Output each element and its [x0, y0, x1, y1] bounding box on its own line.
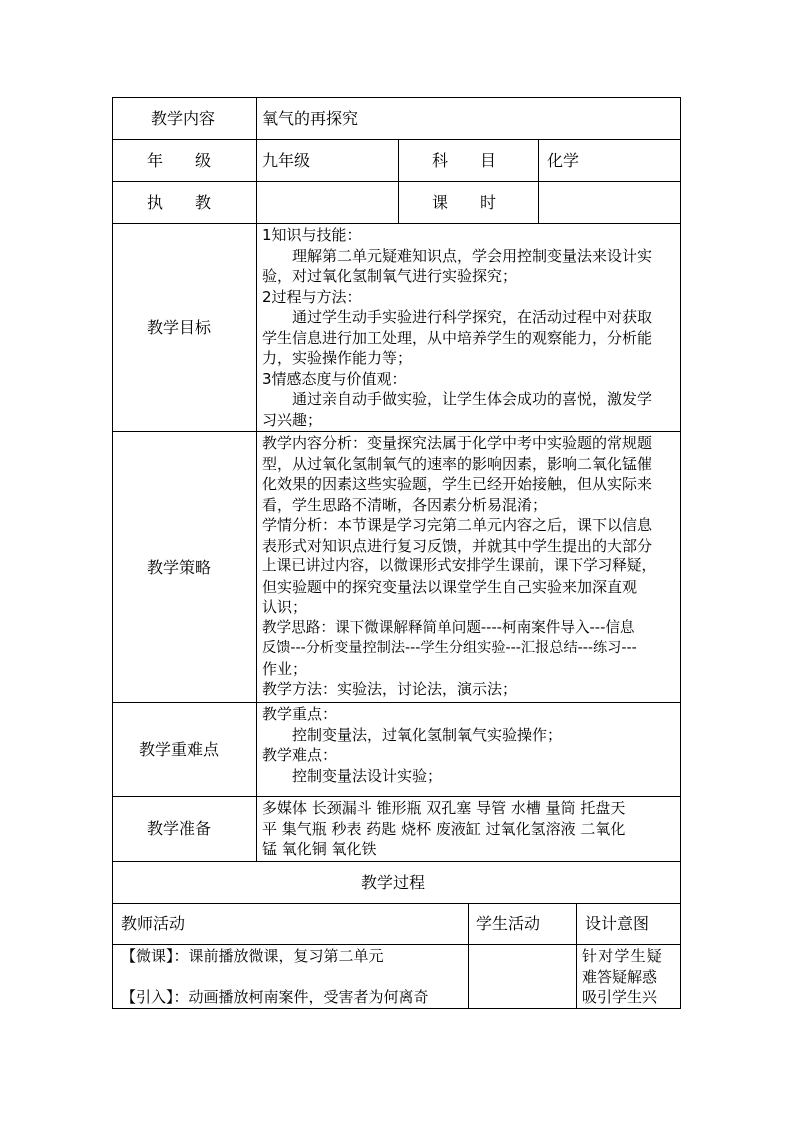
period-label: 课 时: [432, 193, 497, 212]
strategy-line: 表形式对知识点进行复习反馈，并就其中学生提出的大部分: [262, 536, 653, 555]
goals-line: 学生信息进行加工处理，从中培养学生的观察能力，分析能: [262, 328, 653, 347]
table-col-divider: [538, 139, 539, 223]
prep-label: 教学准备: [147, 819, 212, 838]
teacher-activity-line: 【微课】：课前播放微课，复习第二单元: [121, 947, 384, 965]
table-col-divider: [576, 903, 577, 1009]
table-rule: [112, 861, 681, 862]
teacher-label: 执 教: [147, 193, 212, 212]
strategy-line: 化效果的因素这些实验题，学生已经开始接触，但从实际来: [262, 475, 653, 493]
table-border-right: [680, 97, 681, 1009]
keypoints-line: 教学重点：: [262, 705, 338, 723]
grade-label: 年 级: [147, 151, 212, 170]
table-rule: [112, 796, 681, 797]
table-rule: [112, 702, 681, 703]
strategy-line: 教学方法：实验法，讨论法，演示法；: [262, 680, 518, 698]
strategy-line: 反馈---分析变量控制法---学生分组实验---汇报总结---练习---: [262, 640, 637, 656]
student-activity-header: 学生活动: [476, 914, 541, 933]
teacher-activity-line: 【引入】：动画播放柯南案件，受害者为何离奇: [121, 988, 429, 1006]
keypoints-line: 教学难点：: [262, 746, 338, 764]
design-intent-line: 难答疑解惑: [582, 967, 658, 986]
prep-line: 多媒体 长颈漏斗 锥形瓶 双孔塞 导管 水槽 量筒 托盘天: [262, 799, 626, 817]
teacher-activity-header: 教师活动: [121, 914, 186, 933]
table-rule: [112, 223, 681, 224]
table-border-bottom: [112, 1008, 681, 1009]
design-intent-line: 吸引学生兴: [582, 988, 658, 1006]
strategy-line: 型，从过氧化氢制氧气的速率的影响因素，影响二氧化锰催: [262, 454, 653, 473]
content-value: 氧气的再探究: [262, 109, 359, 128]
prep-line: 锰 氧化铜 氧化铁: [262, 840, 377, 858]
table-border-top: [112, 97, 681, 98]
goals-line: 2过程与方法：: [262, 287, 362, 306]
goals-line: 3情感态度与价值观：: [262, 369, 407, 388]
goals-line: 习兴趣；: [262, 410, 323, 429]
goals-line: 验，对过氧化氢制氧气进行实验探究；: [262, 267, 518, 285]
table-rule: [112, 944, 681, 945]
goals-line: 理解第二单元疑难知识点，学会用控制变量法来设计实: [262, 246, 653, 265]
strategy-line: 上课已讲过内容，以微课形式安排学生课前，课下学习释疑，: [262, 557, 657, 574]
goals-label: 教学目标: [147, 318, 212, 337]
content-label: 教学内容: [151, 109, 216, 128]
table-rule: [112, 139, 681, 140]
strategy-line: 看，学生思路不清晰，各因素分析易混淆；: [262, 495, 548, 514]
subject-label: 科 目: [432, 151, 497, 170]
goals-line: 通过亲自动手做实验，让学生体会成功的喜悦，激发学: [262, 390, 653, 408]
strategy-line: 学情分析：本节课是学习完第二单元内容之后，课下以信息: [262, 516, 653, 534]
strategy-line: 但实验题中的探究变量法以课堂学生自己实验来加深直观: [262, 577, 638, 596]
goals-line: 1知识与技能：: [262, 226, 362, 244]
table-col-divider: [398, 139, 399, 223]
table-border-left: [112, 97, 113, 1009]
design-intent-line: 针对学生疑: [582, 947, 664, 965]
goals-line: 通过学生动手实验进行科学探究，在活动过程中对获取: [262, 308, 653, 326]
strategy-label: 教学策略: [147, 558, 212, 577]
process-title: 教学过程: [361, 873, 426, 892]
keypoints-line: 控制变量法，过氧化氢制氧气实验操作；: [262, 725, 563, 744]
table-rule: [112, 181, 681, 182]
keypoints-label: 教学重难点: [139, 740, 220, 759]
table-col-divider: [256, 97, 257, 861]
subject-value: 化学: [547, 151, 580, 170]
strategy-line: 教学内容分析：变量探究法属于化学中考中实验题的常规题: [262, 434, 653, 452]
strategy-line: 认识；: [262, 598, 308, 616]
table-rule: [112, 431, 681, 432]
goals-line: 力，实验操作能力等；: [262, 349, 413, 367]
strategy-line: 作业；: [262, 659, 308, 678]
table-col-divider: [468, 903, 469, 1009]
table-rule: [112, 903, 681, 904]
grade-value: 九年级: [262, 151, 311, 170]
strategy-line: 教学思路：课下微课解释简单问题----柯南案件导入---信息: [262, 618, 635, 636]
prep-line: 平 集气瓶 秒表 药匙 烧杯 废液缸 过氧化氢溶液 二氧化: [262, 819, 626, 838]
keypoints-line: 控制变量法设计实验；: [262, 766, 443, 785]
design-intent-header: 设计意图: [585, 914, 650, 933]
